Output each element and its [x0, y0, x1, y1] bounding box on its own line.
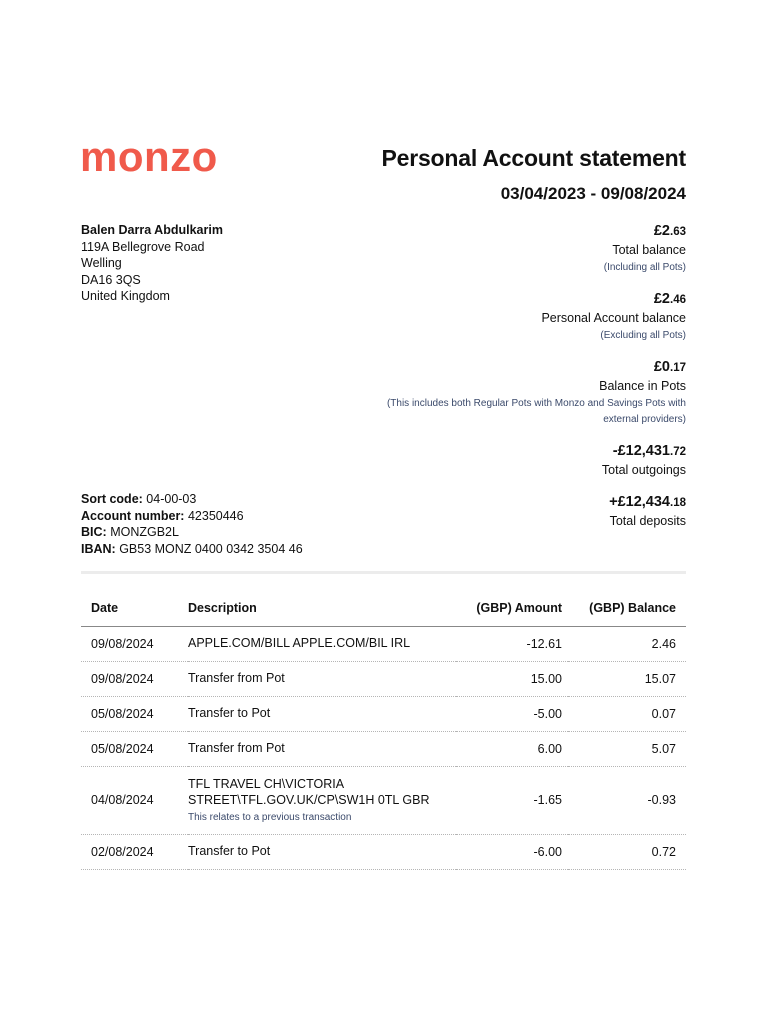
tx-description: Transfer from Pot — [188, 661, 456, 696]
address-line: DA16 3QS — [81, 272, 141, 287]
table-header-row — [81, 590, 686, 626]
transactions-table — [81, 590, 686, 870]
tx-amount: -1.65 — [456, 766, 568, 834]
tx-balance: 15.07 — [568, 661, 686, 696]
tx-balance: 0.72 — [568, 834, 686, 869]
total-balance — [366, 222, 686, 276]
tx-date: 05/08/2024 — [81, 731, 188, 766]
balance-in-pots — [366, 358, 686, 428]
balance-pounds: £2 — [653, 291, 670, 307]
address-line: Welling — [81, 256, 122, 270]
balance-label: Total deposits — [609, 514, 686, 528]
tx-description: TFL TRAVEL CH\VICTORIA STREET\TFL.GOV.UK/CP\SW1H 0TL GBR This relates to a previous transaction — [188, 766, 456, 834]
balance-pence: .72 — [670, 446, 686, 458]
account-holder-name: Balen Darra Abdulkarim — [81, 223, 223, 237]
table-row — [81, 766, 686, 834]
balance-pence: .63 — [670, 226, 686, 238]
tx-date: 04/08/2024 — [81, 766, 188, 834]
account-holder-address — [81, 222, 223, 305]
tx-amount: -12.61 — [456, 626, 568, 661]
bic: BIC: MONZGB2L — [81, 525, 179, 539]
iban: IBAN: GB53 MONZ 0400 0342 3504 46 — [81, 541, 303, 556]
tx-date: 05/08/2024 — [81, 696, 188, 731]
column-header-description: Description — [188, 590, 456, 626]
statement-header — [381, 145, 686, 204]
column-header-balance: (GBP) Balance — [568, 590, 686, 626]
statement-date-range: 03/04/2023 - 09/08/2024 — [500, 184, 686, 203]
balance-label: Total outgoings — [601, 463, 686, 477]
balance-note: (This includes both Regular Pots with Monzo and Savings Pots with external providers) — [386, 398, 686, 425]
tx-note: This relates to a previous transaction — [188, 811, 352, 823]
balance-label: Total balance — [612, 243, 686, 257]
table-row — [81, 731, 686, 766]
tx-date: 09/08/2024 — [81, 626, 188, 661]
svg-text:monzo: monzo — [80, 140, 218, 178]
tx-balance: -0.93 — [568, 766, 686, 834]
balance-note: (Including all Pots) — [603, 262, 686, 273]
balance-summary — [366, 222, 686, 544]
balance-note: (Excluding all Pots) — [600, 330, 686, 341]
total-deposits — [366, 493, 686, 530]
table-row — [81, 626, 686, 661]
balance-label: Personal Account balance — [541, 311, 686, 325]
tx-amount: 6.00 — [456, 731, 568, 766]
page-title: Personal Account statement — [381, 145, 686, 171]
section-divider — [81, 571, 686, 574]
column-header-amount: (GBP) Amount — [456, 590, 568, 626]
tx-amount: -6.00 — [456, 834, 568, 869]
table-row — [81, 661, 686, 696]
balance-pounds: £2 — [653, 223, 670, 239]
tx-balance: 5.07 — [568, 731, 686, 766]
tx-date: 09/08/2024 — [81, 661, 188, 696]
balance-pence: .18 — [670, 497, 686, 509]
balance-pounds: £0 — [653, 359, 670, 375]
tx-balance: 2.46 — [568, 626, 686, 661]
tx-description: APPLE.COM/BILL APPLE.COM/BIL IRL — [188, 626, 456, 661]
address-line: 119A Bellegrove Road — [81, 239, 205, 254]
balance-pence: .46 — [670, 294, 686, 306]
monzo-logo — [80, 140, 246, 178]
table-row — [81, 696, 686, 731]
bank-details — [81, 491, 303, 557]
tx-amount: 15.00 — [456, 661, 568, 696]
tx-balance: 0.07 — [568, 696, 686, 731]
tx-description: Transfer to Pot — [188, 696, 456, 731]
table-row — [81, 834, 686, 869]
account-number: Account number: 42350446 — [81, 508, 244, 523]
balance-pounds: -£12,431 — [612, 443, 670, 459]
balance-pounds: +£12,434 — [609, 494, 670, 510]
sort-code: Sort code: 04-00-03 — [81, 492, 197, 506]
address-line: United Kingdom — [81, 289, 170, 303]
column-header-date: Date — [81, 590, 188, 626]
balance-pence: .17 — [670, 362, 686, 374]
total-outgoings — [366, 442, 686, 479]
personal-account-balance — [366, 290, 686, 344]
tx-date: 02/08/2024 — [81, 834, 188, 869]
tx-description: Transfer to Pot — [188, 834, 456, 869]
tx-description: Transfer from Pot — [188, 731, 456, 766]
tx-amount: -5.00 — [456, 696, 568, 731]
balance-label: Balance in Pots — [599, 379, 686, 393]
